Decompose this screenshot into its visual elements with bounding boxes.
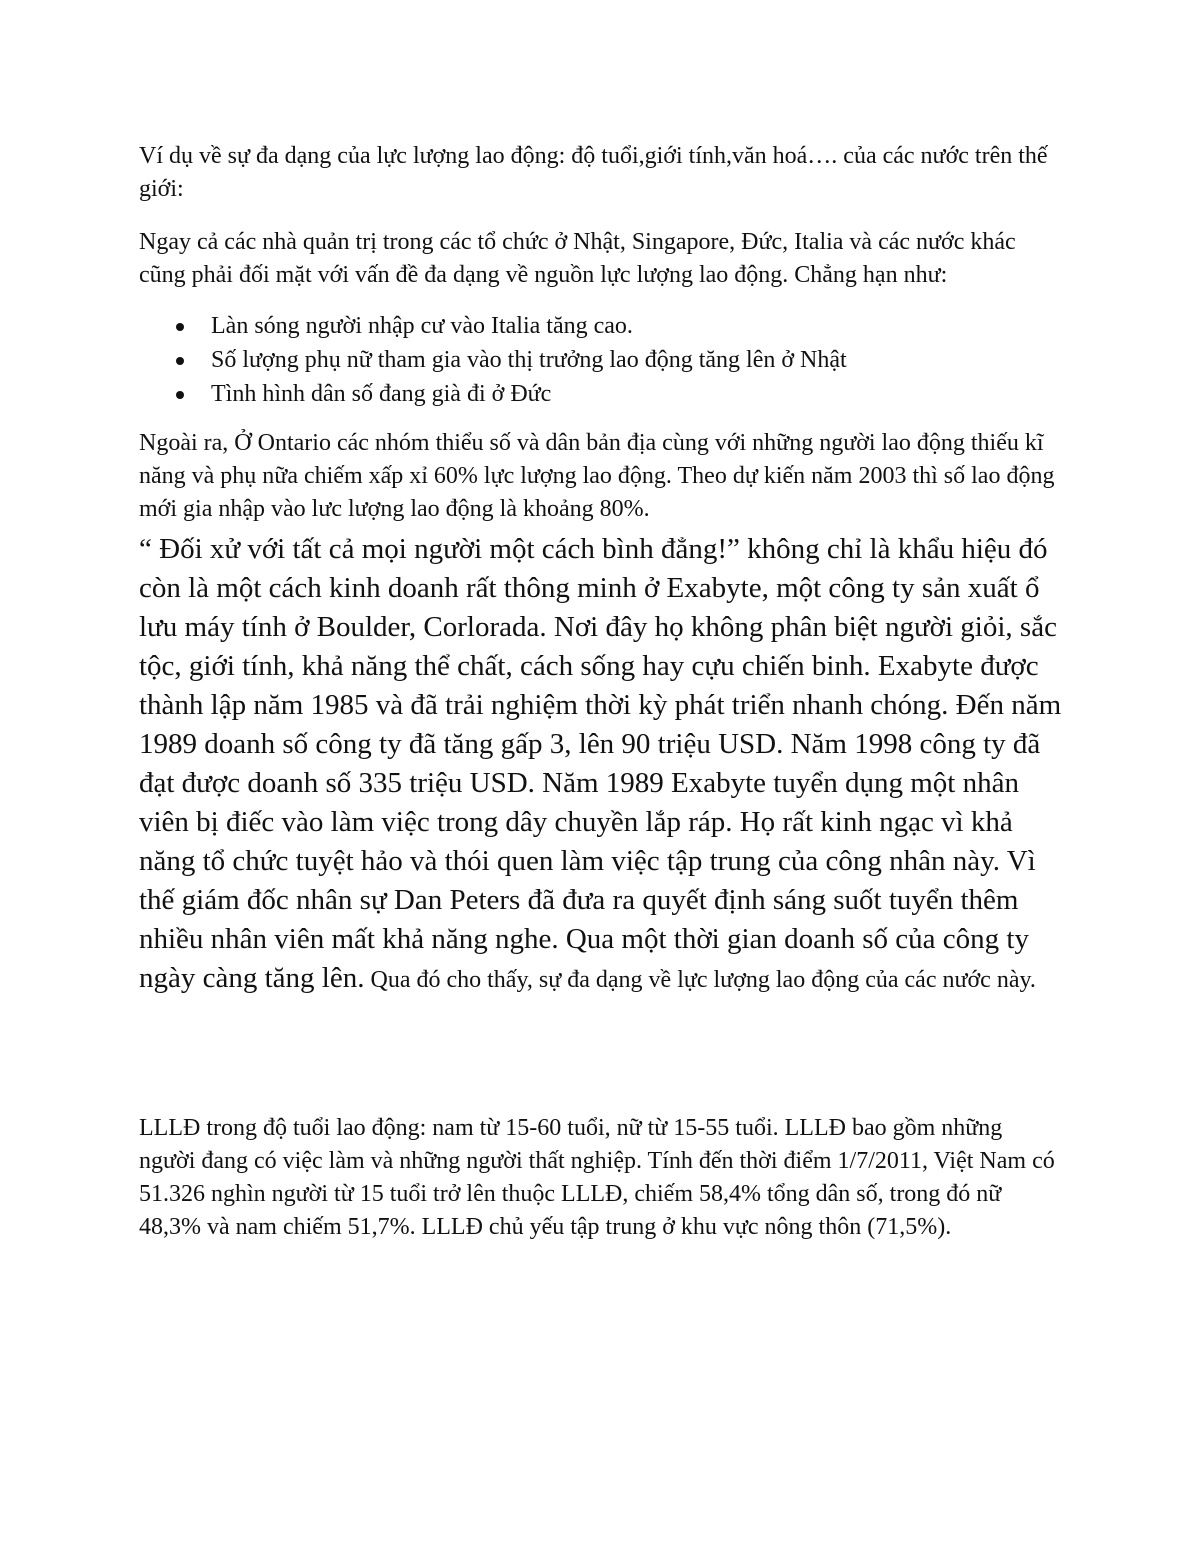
- labor-force-paragraph: LLLĐ trong độ tuổi lao động: nam từ 15-60 tuổi, nữ từ 15-55 tuổi. LLLĐ bao gồm những người đang có việc làm và những người thất nghiệp. Tính đến thời điểm 1/7/2011, Việt Nam có 51.326 nghìn người từ 15 tuổi trở lên thuộc LLLĐ, chiếm 58,4% tổng dân số, trong đó nữ 48,3% và nam chiếm 51,7%. LLLĐ chủ yếu tập trung ở khu vực nông thôn (71,5%).: [139, 1115, 1055, 1240]
- bullet-list: [139, 309, 1064, 411]
- list-item: [139, 377, 1064, 411]
- document-page: [139, 140, 1064, 1244]
- bullet-icon: [176, 391, 184, 399]
- ontario-paragraph: Ngoài ra, Ở Ontario các nhóm thiểu số và dân bản địa cùng với những người lao động thiếu kĩ năng và phụ nữa chiếm xấp xỉ 60% lực lượng lao động. Theo dự kiến năm 2003 thì số lao động mới gia nhập vào lưc lượng lao động là khoảng 80%.: [139, 430, 1055, 522]
- exabyte-conclusion-text: Qua đó cho thấy, sự đa dạng về lực lượng lao động của các nước này.: [364, 967, 1036, 993]
- list-item-text: Làn sóng người nhập cư vào Italia tăng cao.: [211, 313, 633, 339]
- list-item: [139, 343, 1064, 377]
- list-item-text: Tình hình dân số đang già đi ở Đức: [211, 381, 552, 407]
- list-item-text: Số lượng phụ nữ tham gia vào thị trưởng lao động tăng lên ở Nhật: [211, 347, 847, 373]
- intro-paragraph: Ví dụ về sự đa dạng của lực lượng lao động: độ tuổi,giới tính,văn hoá…. của các nước trên thế giới:: [139, 143, 1048, 202]
- bullet-icon: [176, 357, 184, 365]
- managers-paragraph: Ngay cả các nhà quản trị trong các tổ chức ở Nhật, Singapore, Đức, Italia và các nước khác cũng phải đối mặt với vấn đề đa dạng về nguồn lực lượng lao động. Chẳng hạn như:: [139, 229, 1016, 288]
- bullet-icon: [176, 323, 184, 331]
- list-item: [139, 309, 1064, 343]
- exabyte-paragraph: [139, 530, 1064, 1000]
- exabyte-main-text: “ Đối xử với tất cả mọi người một cách bình đẳng!” không chỉ là khẩu hiệu đó còn là một cách kinh doanh rất thông minh ở Exabyte, một công ty sản xuất ổ lưu máy tính ở Boulder, Corlorada. Nơi đây họ không phân biệt người giỏi, sắc tộc, giới tính, khả năng thể chất, cách sống hay cựu chiến binh. Exabyte được thành lập năm 1985 và đã trải nghiệm thời kỳ phát triển nhanh chóng. Đến năm 1989 doanh số công ty đã tăng gấp 3, lên 90 triệu USD. Năm 1998 công ty đã đạt được doanh số 335 triệu USD. Năm 1989 Exabyte tuyển dụng một nhân viên bị điếc vào làm việc trong dây chuyền lắp ráp. Họ rất kinh ngạc vì khả năng tổ chức tuyệt hảo và thói quen làm việc tập trung của công nhân này. Vì thế giám đốc nhân sự Dan Peters đã đưa ra quyết định sáng suốt tuyển thêm nhiều nhân viên mất khả năng nghe. Qua một thời gian doanh số của công ty ngày càng tăng lên.: [139, 533, 1062, 994]
